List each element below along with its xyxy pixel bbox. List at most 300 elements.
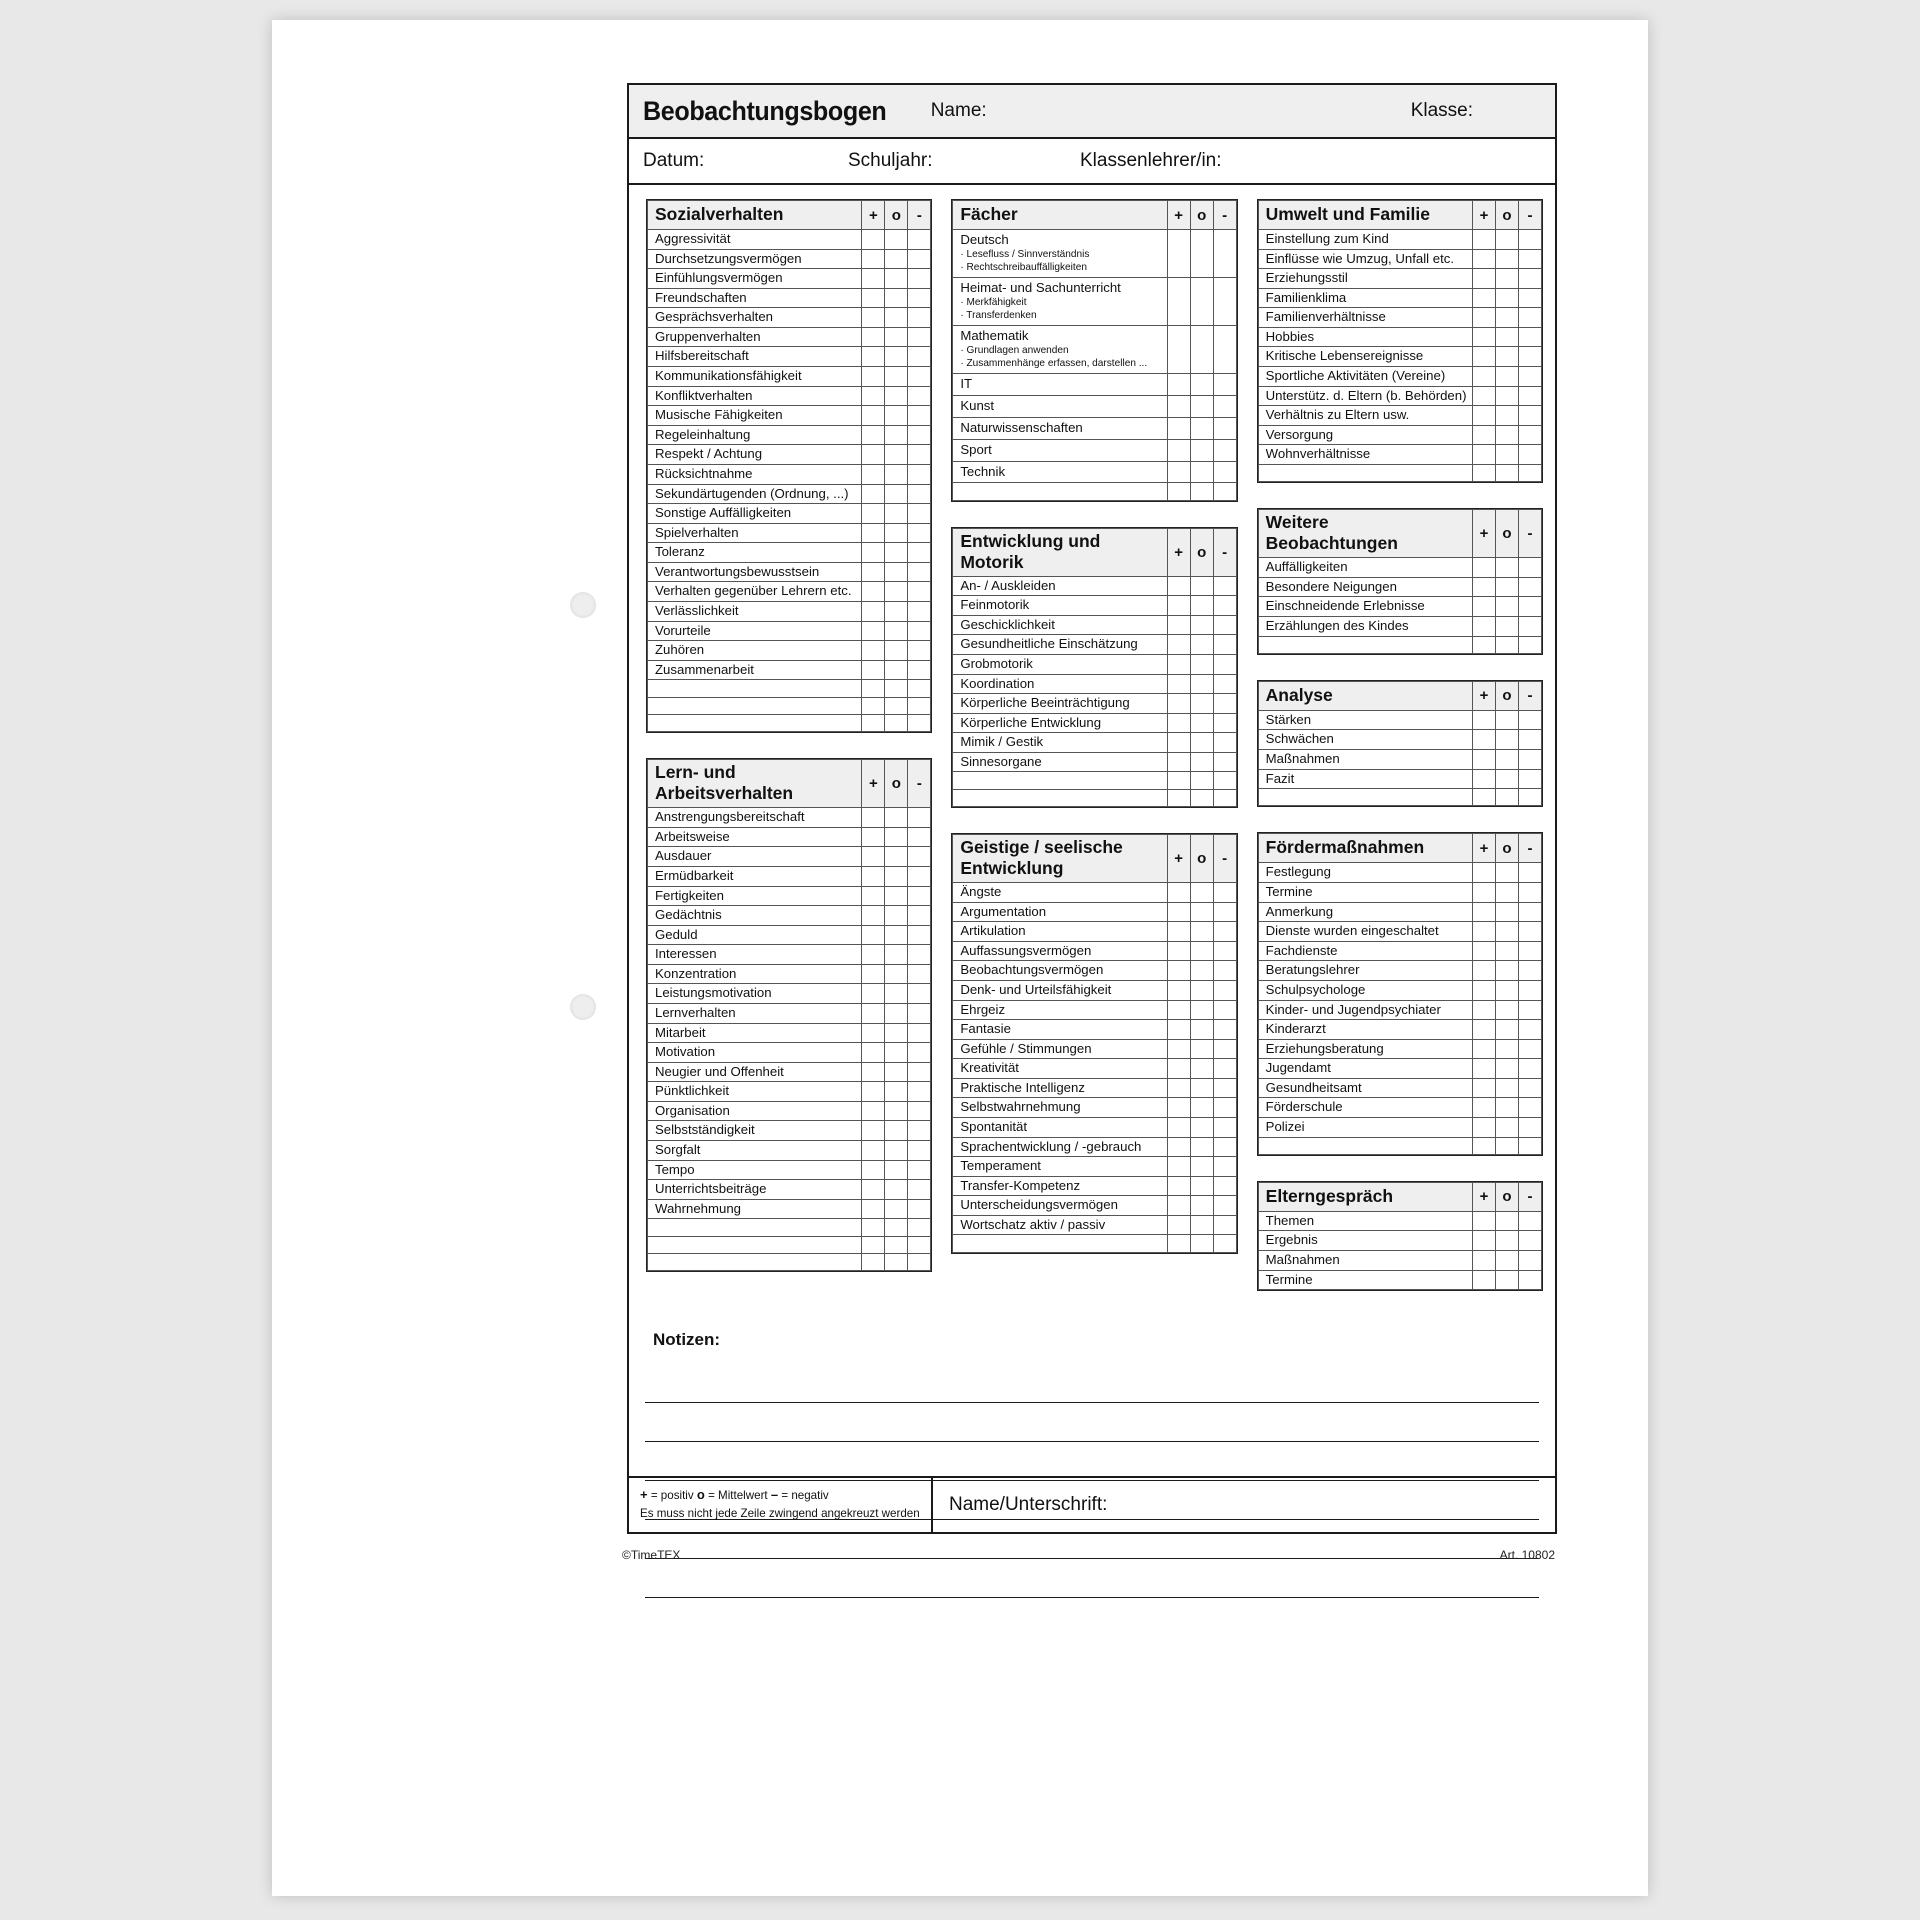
table-row[interactable] <box>953 278 1236 326</box>
rating-cell-plus[interactable] <box>862 386 885 406</box>
rating-cell-mid[interactable] <box>1190 615 1213 635</box>
rating-cell-plus[interactable] <box>1472 1078 1495 1098</box>
rating-cell-plus[interactable] <box>1167 1196 1190 1216</box>
rating-cell-mid[interactable] <box>1190 694 1213 714</box>
rating-cell-mid[interactable] <box>1190 902 1213 922</box>
rating-cell-minus[interactable] <box>908 1023 931 1043</box>
rating-cell-plus[interactable] <box>1167 576 1190 596</box>
rating-cell-minus[interactable] <box>1213 635 1236 655</box>
rating-cell-plus[interactable] <box>862 445 885 465</box>
rating-cell-mid[interactable] <box>1190 1157 1213 1177</box>
rating-cell-minus[interactable] <box>908 964 931 984</box>
rating-cell-plus[interactable] <box>1472 941 1495 961</box>
table-row[interactable] <box>648 1121 931 1141</box>
rating-cell-plus[interactable] <box>862 925 885 945</box>
rating-cell-minus[interactable] <box>1518 902 1541 922</box>
rating-cell-mid[interactable] <box>885 601 908 621</box>
table-row[interactable] <box>1258 1078 1541 1098</box>
table-row-empty[interactable] <box>648 697 931 714</box>
rating-cell-minus[interactable] <box>908 249 931 269</box>
table-row[interactable] <box>953 1039 1236 1059</box>
rating-cell-minus[interactable] <box>908 984 931 1004</box>
rating-cell-plus[interactable] <box>1472 386 1495 406</box>
rating-cell-plus[interactable] <box>1472 1231 1495 1251</box>
rating-cell-minus[interactable] <box>908 1101 931 1121</box>
rating-cell-plus[interactable] <box>1472 288 1495 308</box>
klassenlehrer-field-label[interactable]: Klassenlehrer/in: <box>1080 150 1222 171</box>
rating-cell-plus[interactable] <box>1167 1020 1190 1040</box>
rating-cell-mid[interactable] <box>1190 461 1213 483</box>
rating-cell-plus[interactable] <box>1472 464 1495 481</box>
table-row[interactable] <box>1258 249 1541 269</box>
rating-cell-minus[interactable] <box>1518 750 1541 770</box>
table-row[interactable] <box>648 327 931 347</box>
rating-cell-mid[interactable] <box>885 425 908 445</box>
rating-cell-minus[interactable] <box>908 1121 931 1141</box>
rating-cell-minus[interactable] <box>908 886 931 906</box>
rating-cell-mid[interactable] <box>1495 249 1518 269</box>
table-row[interactable] <box>648 984 931 1004</box>
rating-cell-plus[interactable] <box>1167 674 1190 694</box>
signature-field-label[interactable]: Name/Unterschrift: <box>949 1494 1108 1515</box>
rating-cell-plus[interactable] <box>862 827 885 847</box>
table-row[interactable] <box>648 269 931 289</box>
rating-cell-mid[interactable] <box>885 906 908 926</box>
rating-cell-plus[interactable] <box>1167 980 1190 1000</box>
rating-cell-minus[interactable] <box>1213 1196 1236 1216</box>
rating-cell-plus[interactable] <box>862 347 885 367</box>
rating-cell-minus[interactable] <box>1518 597 1541 617</box>
rating-cell-minus[interactable] <box>1518 269 1541 289</box>
rating-cell-plus[interactable] <box>1167 772 1190 789</box>
rating-cell-minus[interactable] <box>908 1219 931 1236</box>
rating-cell-mid[interactable] <box>1190 941 1213 961</box>
rating-cell-plus[interactable] <box>1167 230 1190 278</box>
table-row[interactable] <box>1258 1020 1541 1040</box>
rating-cell-plus[interactable] <box>1167 922 1190 942</box>
rating-cell-minus[interactable] <box>1518 1020 1541 1040</box>
rating-cell-minus[interactable] <box>908 464 931 484</box>
rating-cell-minus[interactable] <box>908 925 931 945</box>
rating-cell-plus[interactable] <box>862 847 885 867</box>
rating-cell-minus[interactable] <box>908 660 931 680</box>
table-row[interactable] <box>648 308 931 328</box>
rating-cell-mid[interactable] <box>1190 374 1213 396</box>
table-row[interactable] <box>648 1062 931 1082</box>
rating-cell-minus[interactable] <box>1518 327 1541 347</box>
rating-cell-minus[interactable] <box>908 445 931 465</box>
rating-cell-plus[interactable] <box>1167 1157 1190 1177</box>
rating-cell-minus[interactable] <box>908 1253 931 1270</box>
rating-cell-plus[interactable] <box>1472 789 1495 806</box>
rating-cell-mid[interactable] <box>885 1219 908 1236</box>
table-row[interactable] <box>1258 941 1541 961</box>
rating-cell-mid[interactable] <box>1190 752 1213 772</box>
rating-cell-mid[interactable] <box>1190 1020 1213 1040</box>
rating-cell-plus[interactable] <box>1472 961 1495 981</box>
rating-cell-mid[interactable] <box>1495 269 1518 289</box>
rating-cell-plus[interactable] <box>862 249 885 269</box>
rating-cell-mid[interactable] <box>1495 1137 1518 1154</box>
rating-cell-plus[interactable] <box>1472 863 1495 883</box>
rating-cell-plus[interactable] <box>1167 713 1190 733</box>
table-row[interactable] <box>648 847 931 867</box>
table-row-empty[interactable] <box>953 483 1236 500</box>
rating-cell-minus[interactable] <box>908 523 931 543</box>
rating-cell-mid[interactable] <box>885 288 908 308</box>
rating-cell-mid[interactable] <box>1190 883 1213 903</box>
rating-cell-mid[interactable] <box>885 827 908 847</box>
rating-cell-minus[interactable] <box>1518 464 1541 481</box>
rating-cell-mid[interactable] <box>1495 577 1518 597</box>
rating-cell-mid[interactable] <box>885 964 908 984</box>
rating-cell-plus[interactable] <box>1167 789 1190 806</box>
rating-cell-mid[interactable] <box>1495 347 1518 367</box>
table-row[interactable] <box>648 1043 931 1063</box>
rating-cell-plus[interactable] <box>862 680 885 697</box>
rating-cell-minus[interactable] <box>908 808 931 828</box>
rating-cell-minus[interactable] <box>908 680 931 697</box>
rating-cell-plus[interactable] <box>1472 636 1495 653</box>
table-row[interactable] <box>648 808 931 828</box>
table-row[interactable] <box>1258 1251 1541 1271</box>
table-row[interactable] <box>648 406 931 426</box>
table-row[interactable] <box>953 230 1236 278</box>
rating-cell-plus[interactable] <box>862 464 885 484</box>
notizen-line[interactable] <box>645 1364 1539 1403</box>
rating-cell-mid[interactable] <box>885 1199 908 1219</box>
rating-cell-minus[interactable] <box>908 697 931 714</box>
table-row[interactable] <box>1258 980 1541 1000</box>
rating-cell-mid[interactable] <box>1190 674 1213 694</box>
rating-cell-plus[interactable] <box>1167 635 1190 655</box>
rating-cell-minus[interactable] <box>908 847 931 867</box>
rating-cell-plus[interactable] <box>1472 1000 1495 1020</box>
rating-cell-plus[interactable] <box>1167 1078 1190 1098</box>
rating-cell-minus[interactable] <box>1518 941 1541 961</box>
rating-cell-mid[interactable] <box>1495 1211 1518 1231</box>
table-row-empty[interactable] <box>648 1236 931 1253</box>
table-row[interactable] <box>953 326 1236 374</box>
rating-cell-mid[interactable] <box>885 1160 908 1180</box>
rating-cell-mid[interactable] <box>1190 396 1213 418</box>
rating-cell-minus[interactable] <box>1518 367 1541 387</box>
table-row[interactable] <box>1258 327 1541 347</box>
rating-cell-plus[interactable] <box>862 406 885 426</box>
rating-cell-mid[interactable] <box>885 641 908 661</box>
rating-cell-plus[interactable] <box>1167 1039 1190 1059</box>
table-row[interactable] <box>953 883 1236 903</box>
table-row[interactable] <box>648 464 931 484</box>
rating-cell-mid[interactable] <box>1190 961 1213 981</box>
table-row-empty[interactable] <box>1258 789 1541 806</box>
table-row[interactable] <box>953 1020 1236 1040</box>
table-row[interactable] <box>953 713 1236 733</box>
rating-cell-minus[interactable] <box>1518 789 1541 806</box>
table-row[interactable] <box>648 641 931 661</box>
rating-cell-minus[interactable] <box>1213 902 1236 922</box>
table-row[interactable] <box>953 635 1236 655</box>
rating-cell-minus[interactable] <box>908 1062 931 1082</box>
rating-cell-plus[interactable] <box>1167 655 1190 675</box>
rating-cell-mid[interactable] <box>885 308 908 328</box>
rating-cell-minus[interactable] <box>1518 1000 1541 1020</box>
rating-cell-plus[interactable] <box>1472 616 1495 636</box>
table-row[interactable] <box>1258 597 1541 617</box>
rating-cell-mid[interactable] <box>885 1180 908 1200</box>
rating-cell-mid[interactable] <box>885 230 908 250</box>
rating-cell-mid[interactable] <box>1495 710 1518 730</box>
rating-cell-plus[interactable] <box>1167 1235 1190 1252</box>
rating-cell-minus[interactable] <box>1213 752 1236 772</box>
rating-cell-plus[interactable] <box>1167 1215 1190 1235</box>
table-row[interactable] <box>1258 1270 1541 1290</box>
table-row[interactable] <box>953 674 1236 694</box>
rating-cell-minus[interactable] <box>908 288 931 308</box>
rating-cell-plus[interactable] <box>862 601 885 621</box>
rating-cell-minus[interactable] <box>1518 863 1541 883</box>
table-row[interactable] <box>1258 730 1541 750</box>
rating-cell-plus[interactable] <box>1472 249 1495 269</box>
table-row[interactable] <box>1258 1098 1541 1118</box>
rating-cell-plus[interactable] <box>1472 980 1495 1000</box>
rating-cell-plus[interactable] <box>1472 367 1495 387</box>
rating-cell-plus[interactable] <box>862 582 885 602</box>
rating-cell-plus[interactable] <box>1472 1039 1495 1059</box>
row-label-blank[interactable] <box>648 714 862 731</box>
rating-cell-minus[interactable] <box>908 1141 931 1161</box>
table-row[interactable] <box>1258 750 1541 770</box>
rating-cell-minus[interactable] <box>1213 883 1236 903</box>
rating-cell-plus[interactable] <box>862 1023 885 1043</box>
table-row[interactable] <box>1258 577 1541 597</box>
schuljahr-field-label[interactable]: Schuljahr: <box>848 150 933 171</box>
table-row[interactable] <box>648 601 931 621</box>
rating-cell-plus[interactable] <box>1167 752 1190 772</box>
rating-cell-mid[interactable] <box>885 886 908 906</box>
rating-cell-mid[interactable] <box>1190 1039 1213 1059</box>
rating-cell-mid[interactable] <box>1495 1039 1518 1059</box>
rating-cell-minus[interactable] <box>908 327 931 347</box>
rating-cell-plus[interactable] <box>1472 1117 1495 1137</box>
rating-cell-plus[interactable] <box>1167 1118 1190 1138</box>
table-row-empty[interactable] <box>1258 1137 1541 1154</box>
rating-cell-minus[interactable] <box>908 504 931 524</box>
row-label-blank[interactable] <box>1258 636 1472 653</box>
rating-cell-minus[interactable] <box>1518 1098 1541 1118</box>
rating-cell-mid[interactable] <box>1495 769 1518 789</box>
rating-cell-mid[interactable] <box>1190 1176 1213 1196</box>
table-row[interactable] <box>953 1137 1236 1157</box>
rating-cell-minus[interactable] <box>908 347 931 367</box>
rating-cell-mid[interactable] <box>1190 278 1213 326</box>
rating-cell-plus[interactable] <box>1472 883 1495 903</box>
rating-cell-mid[interactable] <box>885 925 908 945</box>
notizen-line[interactable] <box>645 1559 1539 1598</box>
rating-cell-plus[interactable] <box>862 621 885 641</box>
rating-cell-mid[interactable] <box>1495 789 1518 806</box>
table-row[interactable] <box>953 1118 1236 1138</box>
rating-cell-minus[interactable] <box>908 230 931 250</box>
rating-cell-mid[interactable] <box>885 945 908 965</box>
rating-cell-minus[interactable] <box>1518 1039 1541 1059</box>
rating-cell-plus[interactable] <box>862 1219 885 1236</box>
rating-cell-plus[interactable] <box>862 697 885 714</box>
table-row[interactable] <box>953 733 1236 753</box>
klasse-field-label[interactable]: Klasse: <box>1410 100 1473 121</box>
rating-cell-mid[interactable] <box>885 523 908 543</box>
rating-cell-minus[interactable] <box>1213 461 1236 483</box>
rating-cell-mid[interactable] <box>1495 941 1518 961</box>
rating-cell-plus[interactable] <box>862 1043 885 1063</box>
rating-cell-minus[interactable] <box>1213 713 1236 733</box>
rating-cell-minus[interactable] <box>1518 636 1541 653</box>
rating-cell-plus[interactable] <box>862 327 885 347</box>
rating-cell-plus[interactable] <box>1167 941 1190 961</box>
table-row[interactable] <box>648 964 931 984</box>
table-row[interactable] <box>1258 1211 1541 1231</box>
rating-cell-minus[interactable] <box>908 601 931 621</box>
rating-cell-minus[interactable] <box>908 543 931 563</box>
rating-cell-plus[interactable] <box>862 641 885 661</box>
rating-cell-minus[interactable] <box>1518 710 1541 730</box>
rating-cell-plus[interactable] <box>862 504 885 524</box>
rating-cell-minus[interactable] <box>1213 326 1236 374</box>
rating-cell-mid[interactable] <box>885 347 908 367</box>
rating-cell-plus[interactable] <box>1167 278 1190 326</box>
rating-cell-minus[interactable] <box>1213 615 1236 635</box>
table-row[interactable] <box>953 961 1236 981</box>
table-row[interactable] <box>953 1078 1236 1098</box>
table-row[interactable] <box>953 1059 1236 1079</box>
rating-cell-minus[interactable] <box>1213 374 1236 396</box>
table-row[interactable] <box>1258 961 1541 981</box>
table-row[interactable] <box>648 906 931 926</box>
table-row[interactable] <box>953 922 1236 942</box>
table-row[interactable] <box>648 1101 931 1121</box>
rating-cell-mid[interactable] <box>885 367 908 387</box>
rating-cell-plus[interactable] <box>1472 922 1495 942</box>
rating-cell-mid[interactable] <box>1495 308 1518 328</box>
rating-cell-minus[interactable] <box>1518 347 1541 367</box>
table-row[interactable] <box>953 694 1236 714</box>
rating-cell-minus[interactable] <box>1518 730 1541 750</box>
table-row[interactable] <box>1258 769 1541 789</box>
row-label-blank[interactable] <box>1258 464 1472 481</box>
rating-cell-plus[interactable] <box>862 886 885 906</box>
rating-cell-mid[interactable] <box>885 504 908 524</box>
rating-cell-plus[interactable] <box>862 543 885 563</box>
row-label-blank[interactable] <box>648 1253 862 1270</box>
rating-cell-minus[interactable] <box>1213 230 1236 278</box>
rating-cell-mid[interactable] <box>1495 327 1518 347</box>
rating-cell-plus[interactable] <box>1472 1059 1495 1079</box>
rating-cell-mid[interactable] <box>1190 326 1213 374</box>
table-row[interactable] <box>648 582 931 602</box>
rating-cell-minus[interactable] <box>1213 1000 1236 1020</box>
rating-cell-mid[interactable] <box>1495 367 1518 387</box>
rating-cell-minus[interactable] <box>1518 961 1541 981</box>
table-row[interactable] <box>648 660 931 680</box>
name-field-label[interactable]: Name: <box>930 100 987 121</box>
rating-cell-mid[interactable] <box>1495 1059 1518 1079</box>
rating-cell-plus[interactable] <box>1167 1137 1190 1157</box>
rating-cell-minus[interactable] <box>1518 386 1541 406</box>
rating-cell-minus[interactable] <box>908 906 931 926</box>
rating-cell-minus[interactable] <box>1213 772 1236 789</box>
table-row-empty[interactable] <box>648 680 931 697</box>
rating-cell-mid[interactable] <box>1190 1078 1213 1098</box>
rating-cell-minus[interactable] <box>908 367 931 387</box>
rating-cell-mid[interactable] <box>885 621 908 641</box>
table-row[interactable] <box>648 523 931 543</box>
rating-cell-plus[interactable] <box>1472 1137 1495 1154</box>
table-row[interactable] <box>1258 1039 1541 1059</box>
rating-cell-minus[interactable] <box>908 1082 931 1102</box>
rating-cell-plus[interactable] <box>1167 1176 1190 1196</box>
rating-cell-mid[interactable] <box>1190 417 1213 439</box>
rating-cell-mid[interactable] <box>1190 1000 1213 1020</box>
table-row[interactable] <box>953 980 1236 1000</box>
table-row[interactable] <box>953 902 1236 922</box>
rating-cell-minus[interactable] <box>1213 439 1236 461</box>
rating-cell-mid[interactable] <box>885 327 908 347</box>
table-row[interactable] <box>648 367 931 387</box>
table-row[interactable] <box>648 288 931 308</box>
rating-cell-mid[interactable] <box>1495 902 1518 922</box>
table-row-empty[interactable] <box>953 1235 1236 1252</box>
rating-cell-plus[interactable] <box>1472 1211 1495 1231</box>
rating-cell-minus[interactable] <box>1213 576 1236 596</box>
rating-cell-plus[interactable] <box>862 1160 885 1180</box>
table-row[interactable] <box>648 249 931 269</box>
rating-cell-minus[interactable] <box>1518 230 1541 250</box>
rating-cell-minus[interactable] <box>1518 558 1541 578</box>
rating-cell-mid[interactable] <box>885 562 908 582</box>
rating-cell-plus[interactable] <box>1472 1270 1495 1290</box>
table-row[interactable] <box>648 230 931 250</box>
rating-cell-minus[interactable] <box>1213 1059 1236 1079</box>
rating-cell-minus[interactable] <box>908 1236 931 1253</box>
notizen-line[interactable] <box>645 1403 1539 1442</box>
rating-cell-mid[interactable] <box>1190 655 1213 675</box>
table-row[interactable] <box>953 1157 1236 1177</box>
rating-cell-mid[interactable] <box>1495 1020 1518 1040</box>
rating-cell-mid[interactable] <box>1190 1137 1213 1157</box>
rating-cell-mid[interactable] <box>1190 713 1213 733</box>
rating-cell-plus[interactable] <box>1472 327 1495 347</box>
table-row[interactable] <box>1258 710 1541 730</box>
rating-cell-plus[interactable] <box>1472 1020 1495 1040</box>
table-row[interactable] <box>1258 406 1541 426</box>
table-row[interactable] <box>648 827 931 847</box>
table-row[interactable] <box>1258 269 1541 289</box>
rating-cell-plus[interactable] <box>862 308 885 328</box>
table-row[interactable] <box>648 945 931 965</box>
rating-cell-mid[interactable] <box>1190 635 1213 655</box>
rating-cell-plus[interactable] <box>1472 769 1495 789</box>
rating-cell-minus[interactable] <box>1213 483 1236 500</box>
rating-cell-minus[interactable] <box>1213 1039 1236 1059</box>
rating-cell-mid[interactable] <box>885 866 908 886</box>
row-label-blank[interactable] <box>953 483 1167 500</box>
row-label-blank[interactable] <box>648 697 862 714</box>
table-row[interactable] <box>1258 308 1541 328</box>
rating-cell-minus[interactable] <box>1518 1231 1541 1251</box>
rating-cell-plus[interactable] <box>862 1180 885 1200</box>
table-row[interactable] <box>953 576 1236 596</box>
rating-cell-plus[interactable] <box>862 906 885 926</box>
